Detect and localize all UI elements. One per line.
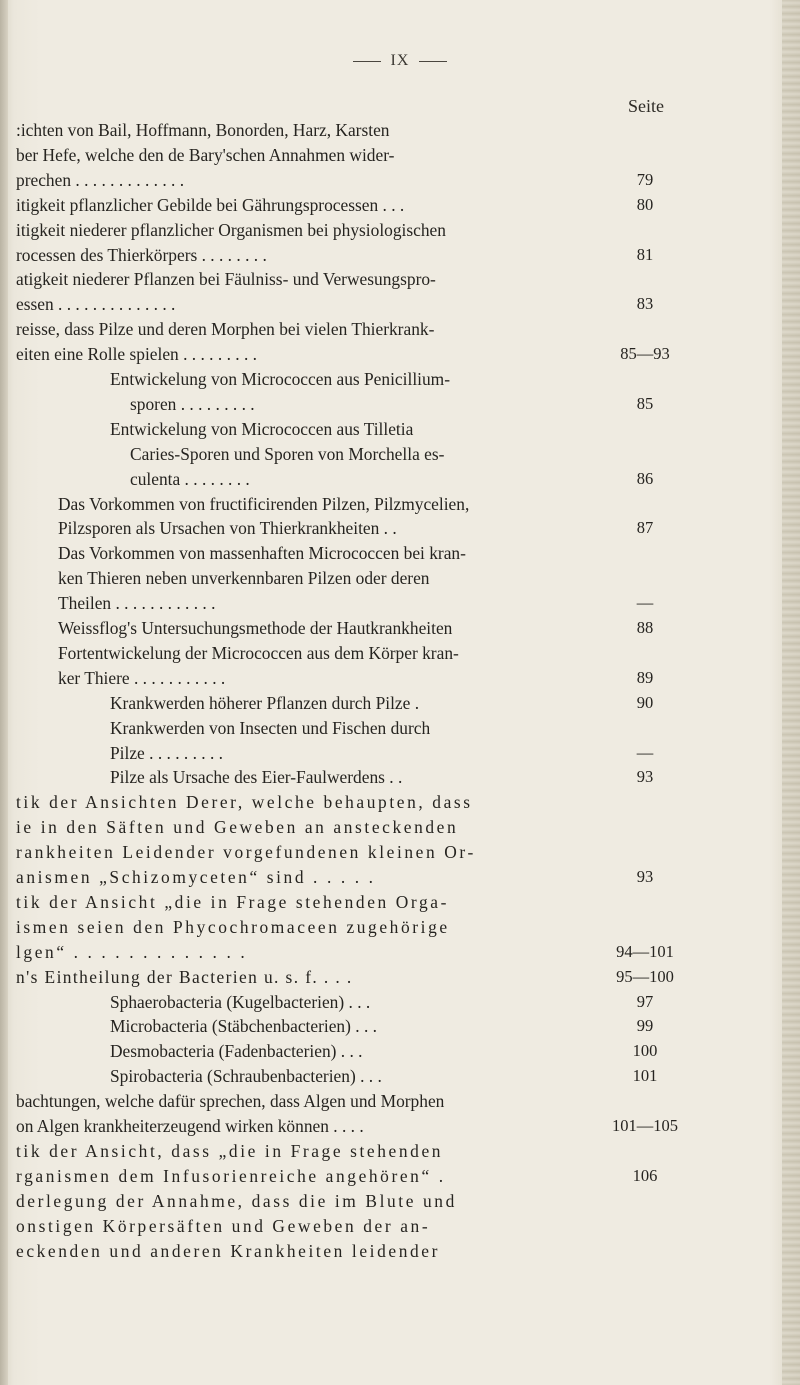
toc-entry	[0, 541, 800, 565]
toc-entry-text: prechen . . . . . . . . . . . . .	[16, 169, 185, 190]
toc-entry	[0, 915, 800, 939]
toc-entry-text: Desmobacteria (Fadenbacterien) . . .	[110, 1041, 363, 1062]
toc-entry-text: eiten eine Rolle spielen . . . . . . . . .	[16, 344, 257, 365]
toc-entry	[0, 940, 800, 964]
toc-entry-page: —	[636, 593, 654, 613]
toc-entry	[0, 815, 800, 839]
toc-entry-text: reisse, dass Pilze und deren Morphen bei vielen Thierkrank-	[16, 319, 435, 340]
toc-entry	[0, 118, 800, 142]
toc-entry-text: Pilze . . . . . . . . .	[110, 742, 224, 763]
toc-entry-text: ismen seien den Phycochromaceen zugehörige	[16, 916, 450, 937]
toc-entry	[0, 417, 800, 441]
toc-entry	[0, 1239, 800, 1263]
toc-entry	[0, 691, 800, 715]
toc-entry-page: 86	[636, 468, 654, 488]
toc-entry	[0, 616, 800, 640]
toc-entry	[0, 1214, 800, 1238]
toc-entry	[0, 1189, 800, 1213]
toc-entry-text: Microbacteria (Stäbchenbacterien) . . .	[110, 1016, 378, 1037]
toc-entry	[0, 442, 800, 466]
page-number: IX	[390, 52, 410, 69]
toc-entry	[0, 1164, 800, 1188]
toc-entry-text: Theilen . . . . . . . . . . . .	[58, 593, 216, 614]
toc-entry-page: 95—100	[616, 966, 674, 986]
header-dash-right	[419, 61, 447, 62]
toc-entry-text: bachtungen, welche dafür sprechen, dass Algen und Morphen	[16, 1091, 445, 1112]
toc-entry-text: n's Eintheilung der Bacterien u. s. f. . . .	[16, 966, 353, 987]
toc-entry-page: —	[636, 742, 654, 762]
toc-entry-text: rocessen des Thierkörpers . . . . . . . .	[16, 244, 267, 265]
toc-entry-text: Das Vorkommen von fructificirenden Pilzen, Pilzmycelien,	[58, 493, 470, 514]
toc-entry-text: onstigen Körpersäften und Geweben der an-	[16, 1215, 431, 1236]
toc-entry	[0, 392, 800, 416]
toc-entry	[0, 1039, 800, 1063]
toc-entry-page: 83	[636, 294, 654, 314]
page-header	[0, 52, 800, 70]
toc-entry-page: 97	[636, 991, 654, 1011]
toc-entry	[0, 492, 800, 516]
toc-entry-text: sporen . . . . . . . . .	[130, 393, 255, 414]
toc-entry-text: Sphaerobacteria (Kugelbacterien) . . .	[110, 991, 371, 1012]
toc-entry-page: 94—101	[616, 941, 674, 961]
page-column-label: Seite	[628, 96, 664, 116]
toc-entry-text: Pilze als Ursache des Eier-Faulwerdens . .	[110, 767, 403, 788]
toc-entry	[0, 591, 800, 615]
toc-entry-text: rganismen dem Infusorienreiche angehören“ .	[16, 1165, 446, 1186]
toc-entry-page: 101—105	[612, 1116, 678, 1135]
toc-entry	[0, 1014, 800, 1038]
toc-entry	[0, 267, 800, 291]
toc-entry-text: Entwickelung von Micrococcen aus Tilletia	[110, 418, 414, 439]
toc-entry	[0, 566, 800, 590]
toc-entry	[0, 765, 800, 789]
toc-entry-page: 100	[632, 1041, 658, 1061]
toc-entry	[0, 641, 800, 665]
toc-entry	[0, 193, 800, 217]
toc-entry	[0, 168, 800, 192]
toc-entry	[0, 741, 800, 765]
toc-entry-text: :ichten von Bail, Hoffmann, Bonorden, Harz, Karsten	[16, 120, 390, 140]
toc-entry-text: essen . . . . . . . . . . . . . .	[16, 294, 176, 315]
toc-entry-text: itigkeit pflanzlicher Gebilde bei Gährungsprocessen . . .	[16, 194, 405, 215]
toc-entry-text: ker Thiere . . . . . . . . . . .	[58, 667, 226, 688]
toc-entry	[0, 840, 800, 864]
toc-entry-text: Entwickelung von Micrococcen aus Penicillium-	[110, 369, 450, 389]
toc-entry	[0, 367, 800, 391]
toc-entry-page: 90	[636, 692, 654, 712]
toc-entry	[0, 342, 800, 366]
toc-entry-page: 106	[632, 1165, 658, 1185]
toc-entry-text: lgen“ . . . . . . . . . . . . .	[16, 941, 248, 962]
toc-entry-text: anismen „Schizomyceten“ sind . . . . .	[16, 867, 376, 887]
toc-entry	[0, 516, 800, 540]
toc-entry-page: 80	[636, 194, 654, 214]
toc-entry-text: Caries-Sporen und Sporen von Morchella es-	[130, 443, 445, 464]
toc-entry-text: ken Thieren neben unverkennbaren Pilzen oder deren	[58, 568, 430, 589]
toc-entry-page: 89	[636, 667, 654, 687]
toc-entry-text: Pilzsporen als Ursachen von Thierkrankheiten . .	[58, 518, 397, 539]
toc-entry-text: culenta . . . . . . . .	[130, 468, 250, 489]
toc-entry	[0, 1139, 800, 1163]
toc-entry-text: Krankwerden von Insecten und Fischen durch	[110, 717, 431, 738]
toc-entry-page: 81	[636, 244, 654, 264]
toc-entry-page: 99	[636, 1016, 654, 1036]
toc-entry-text: ber Hefe, welche den de Bary'schen Annahmen wider-	[16, 144, 395, 165]
toc-entry-page: 88	[636, 618, 654, 637]
toc-entry-page: 85—93	[620, 344, 670, 364]
toc-entry	[0, 218, 800, 242]
toc-entry-page: 93	[636, 767, 654, 787]
toc-entry	[0, 790, 800, 814]
toc-entry-text: tik der Ansicht, dass „die in Frage stehenden	[16, 1140, 444, 1161]
toc-entry-text: on Algen krankheiterzeugend wirken können . . . .	[16, 1116, 364, 1136]
toc-entry-text: tik der Ansicht „die in Frage stehenden Orga-	[16, 891, 450, 912]
toc-entry-page: 79	[636, 169, 654, 189]
toc-entry-text: Krankwerden höherer Pflanzen durch Pilze .	[110, 692, 420, 713]
toc-entry-text: itigkeit niederer pflanzlicher Organismen bei physiologischen	[16, 219, 446, 240]
toc-entry-page: 85	[636, 393, 654, 413]
toc-entry	[0, 1089, 800, 1113]
toc-entry	[0, 143, 800, 167]
toc-entry	[0, 292, 800, 316]
toc-entry-text: ie in den Säften und Geweben an ansteckenden	[16, 817, 459, 838]
toc-entry-page: 93	[636, 867, 654, 886]
toc-entry-page: 101	[632, 1066, 658, 1086]
toc-entry	[0, 1114, 800, 1138]
toc-entry-text: eckenden und anderen Krankheiten leidender	[16, 1240, 441, 1261]
toc-entry	[0, 243, 800, 267]
toc-entry-text: rankheiten Leidender vorgefundenen kleinen Or-	[16, 842, 476, 863]
toc-entry-text: Weissflog's Untersuchungsmethode der Hautkrankheiten	[58, 618, 453, 638]
toc-entry	[0, 666, 800, 690]
toc-entry	[0, 890, 800, 914]
toc-entry-text: atigkeit niederer Pflanzen bei Fäulniss- und Verwesungspro-	[16, 269, 436, 290]
toc-entry	[0, 865, 800, 889]
toc-entry-page: 87	[636, 518, 654, 538]
toc-entry	[0, 965, 800, 989]
toc-entry-text: Das Vorkommen von massenhaften Micrococcen bei kran-	[58, 543, 466, 564]
header-dash-left	[353, 61, 381, 62]
toc-entry	[0, 317, 800, 341]
toc-entry-text: Spirobacteria (Schraubenbacterien) . . .	[110, 1066, 382, 1087]
toc-entry	[0, 467, 800, 491]
toc-entry-text: tik der Ansichten Derer, welche behaupten, dass	[16, 792, 473, 813]
toc-entry-text: Fortentwickelung der Micrococcen aus dem Körper kran-	[58, 642, 459, 663]
toc-entry	[0, 716, 800, 740]
toc-entry	[0, 1064, 800, 1088]
toc-entry	[0, 990, 800, 1014]
toc-entry-text: derlegung der Annahme, dass die im Blute und	[16, 1190, 457, 1211]
